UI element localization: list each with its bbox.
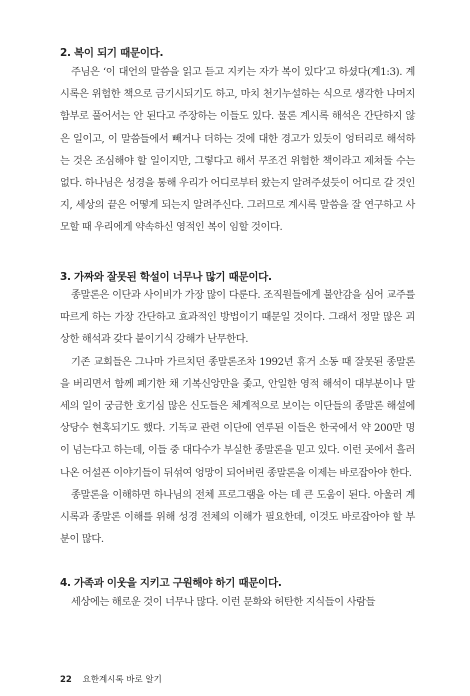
section-body-3 xyxy=(60,285,415,551)
running-title: 요한계시록 바로 알기 xyxy=(82,675,162,685)
section-heading-2: 2. 복이 되기 때문이다. xyxy=(60,47,164,59)
section-body-4 xyxy=(60,592,415,614)
paragraph: 세상에는 해로운 것이 너무나 많다. 이런 문화와 허탄한 지식들이 사람들 xyxy=(71,597,376,608)
section-body-2 xyxy=(60,62,415,240)
paragraph: 기존 교회들은 그나마 가르치던 종말론조차 1992년 휴거 소동 때 잘못된 종말론을 버리면서 함께 폐기한 채 기복신앙만을 좇고, 안일한 영적 해석이 대부분이나 말세의 일이 궁금한 호기심 많은 신도들은 체계적으로 보이는 이단들의 종말론 해설에 상당수 현혹되기도 했다. 기독교 관련 이단에 연루된 이들은 한국에서 약 200만 명이 넘는다고 하는데, 이들 중 대다수가 부실한 종말론을 믿고 있다. 이런 곳에서 흘러나온 어설픈 이야기들이 뒤섞여 엉망이 되어버린 종말론을 이제는 바로잡아야 한다. xyxy=(60,356,416,479)
page-number: 22 xyxy=(60,675,72,685)
paragraph: 종말론을 이해하면 하나님의 전체 프로그램을 아는 데 큰 도움이 된다. 아울러 계시록과 종말론 이해를 위해 성경 전체의 이해가 필요한데, 이것도 바로잡아야 할 부분이 많다. xyxy=(60,489,415,546)
page-footer xyxy=(60,673,162,685)
section-heading-4: 4. 가족과 이웃을 지키고 구원해야 하기 때문이다. xyxy=(60,577,282,589)
paragraph: 주님은 ‘이 대언의 말씀을 읽고 듣고 지키는 자가 복이 있다’고 하셨다(계1:3). 계시록은 위험한 책으로 금기시되기도 하고, 마치 천기누설하는 식으로 생각한 나머지 함부로 풀어서는 안 된다고 주장하는 이들도 있다. 물론 계시록 해석은 간단하지 않은 일이고, 이 말씀들에서 빼거나 더하는 것에 대한 경고가 있듯이 엉터리로 해석하는 것은 조심해야 할 일이지만, 그렇다고 해서 무조건 위험한 책이라고 제쳐둘 수는 없다. 하나님은 성경을 통해 우리가 어디로부터 왔는지 알려주셨듯이 어디로 갈 것인지, 세상의 끝은 어떻게 되는지 알려주신다. 그러므로 계시록 말씀을 잘 연구하고 사모할 때 우리에게 약속하신 영적인 복이 임할 것이다. xyxy=(60,67,415,234)
paragraph: 종말론은 이단과 사이비가 가장 많이 다룬다. 조직원들에게 불안감을 심어 교주를 따르게 하는 가장 간단하고 효과적인 방법이기 때문일 것이다. 그래서 정말 많은 괴상한 해석과 갖다 붙이기식 강해가 난무한다. xyxy=(60,290,415,346)
section-heading-3: 3. 가짜와 잘못된 학설이 너무나 많기 때문이다. xyxy=(60,271,272,283)
